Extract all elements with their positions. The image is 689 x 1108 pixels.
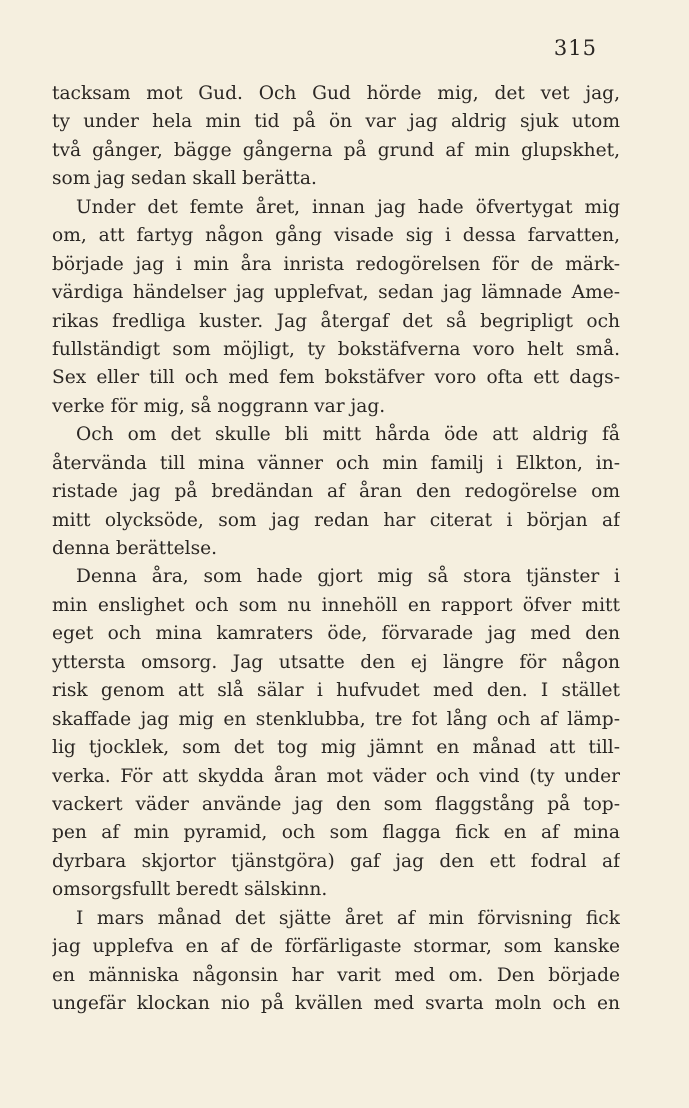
text-line: verke för mig, så noggrann var jag.	[52, 395, 386, 417]
text-line: började jag i min åra inrista redogörelsen för de märk-	[52, 253, 620, 275]
text-line: ty under hela min tid på ön var jag aldrig sjuk utom	[52, 111, 620, 133]
text-line: yttersta omsorg. Jag utsatte den ej längre för någon	[52, 651, 620, 673]
text-line: Under det femte året, innan jag hade öfvertygat mig	[76, 196, 620, 218]
text-line: värdiga händelser jag upplefvat, sedan jag lämnade Ame-	[52, 282, 620, 304]
text-line: eget och mina kamraters öde, förvarade jag med den	[52, 623, 620, 645]
text-line: omsorgsfullt beredt sälskinn.	[52, 879, 328, 901]
text-line: två gånger, bägge gångerna på grund af min glupskhet,	[52, 139, 620, 161]
text-line: rikas fredliga kuster. Jag återgaf det så begripligt och	[52, 310, 620, 332]
text-line: risk genom att slå sälar i hufvudet med den. I stället	[52, 680, 620, 702]
text-line: ristade jag på bredändan af åran den redogörelse om	[52, 481, 620, 503]
text-line: min enslighet och som nu innehöll en rapport öfver mitt	[52, 594, 620, 616]
text-line: en människa någonsin har varit med om. Den började	[52, 964, 620, 986]
body-text	[52, 80, 620, 1018]
text-line: Sex eller till och med fem bokstäfver voro ofta ett dags-	[52, 367, 620, 389]
text-line: lig tjocklek, som det tog mig jämnt en månad att till-	[52, 737, 620, 759]
text-line: Denna åra, som hade gjort mig så stora tjänster i	[76, 566, 620, 588]
text-line: ungefär klockan nio på kvällen med svarta moln och en	[52, 993, 620, 1014]
text-line: I mars månad det sjätte året af min förvisning fick	[76, 907, 620, 929]
text-line: mitt olycksöde, som jag redan har citerat i början af	[52, 509, 620, 531]
text-line: dyrbara skjortor tjänstgöra) gaf jag den ett fodral af	[52, 850, 620, 872]
text-line: tacksam mot Gud. Och Gud hörde mig, det vet jag,	[52, 83, 620, 104]
text-line: skaffade jag mig en stenklubba, tre fot lång och af lämp-	[52, 708, 620, 730]
text-line: verka. För att skydda åran mot väder och vind (ty under	[52, 765, 620, 787]
text-line: denna berättelse.	[52, 538, 218, 559]
text-line: pen af min pyramid, och som flagga fick en af mina	[52, 822, 620, 844]
text-line: fullständigt som möjligt, ty bokstäfverna voro helt små.	[52, 338, 620, 360]
text-line: återvända till mina vänner och min familj i Elkton, in-	[52, 452, 620, 474]
page-number: 315	[553, 36, 597, 60]
text-line: som jag sedan skall berätta.	[52, 168, 317, 190]
text-line: jag upplefva en af de förfärligaste stormar, som kanske	[52, 936, 620, 958]
text-line: vackert väder använde jag den som flaggstång på top-	[52, 793, 620, 815]
text-line: om, att fartyg någon gång visade sig i dessa farvatten,	[52, 225, 620, 247]
text-line: Och om det skulle bli mitt hårda öde att aldrig få	[76, 424, 620, 446]
